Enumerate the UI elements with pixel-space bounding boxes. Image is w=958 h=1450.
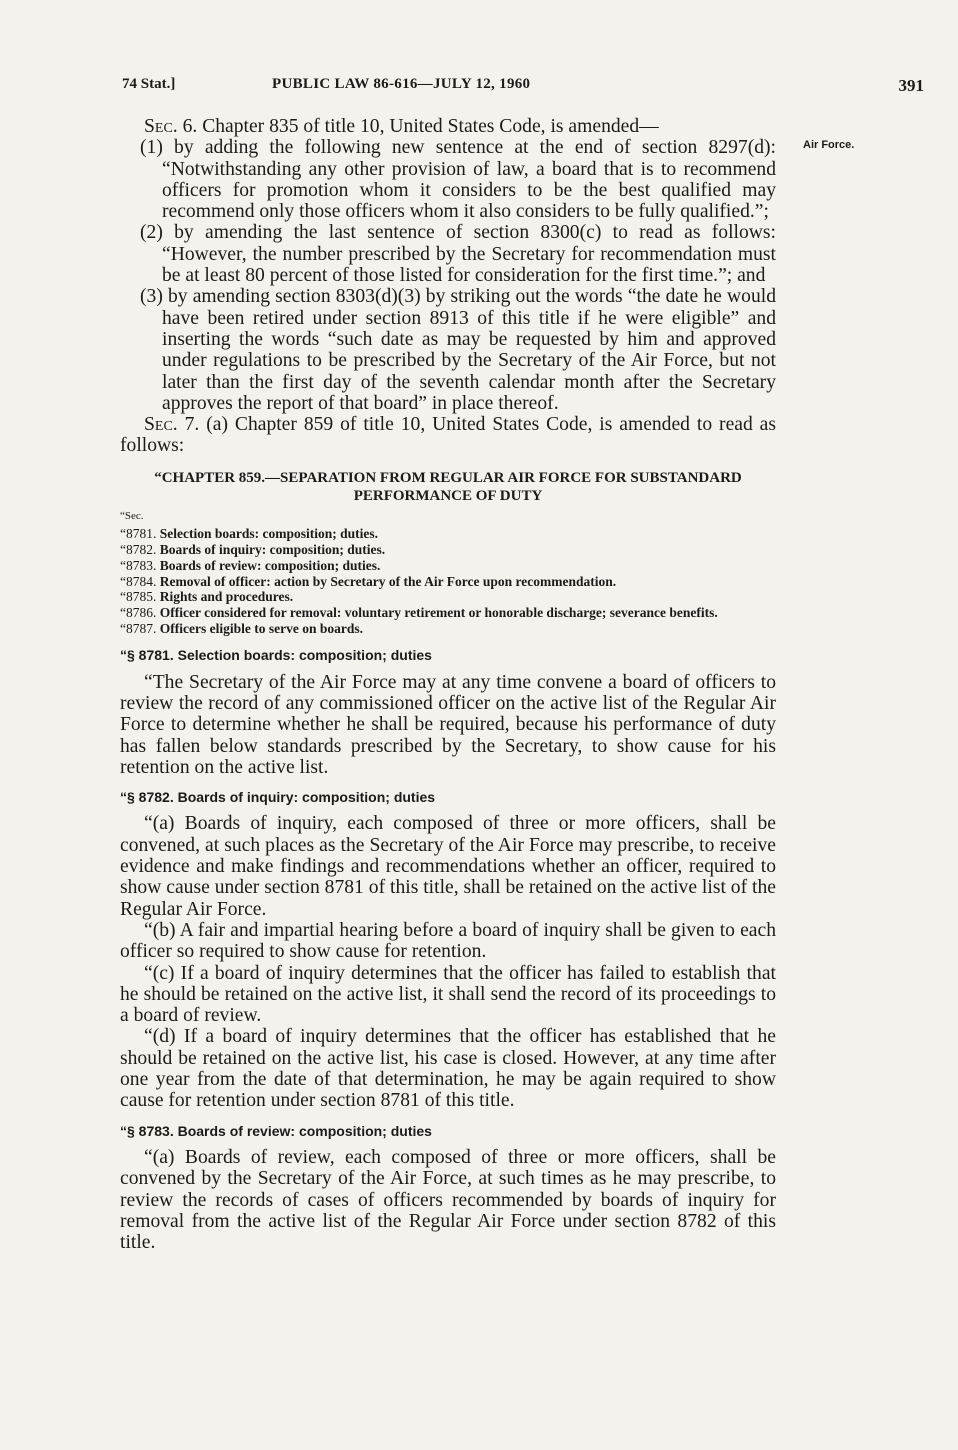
chapter-heading: “CHAPTER 859.—SEPARATION FROM REGULAR AIR FORCE FOR SUBSTANDARD PERFORMANCE OF DUTY [154, 469, 742, 504]
section-8782-para-b: “(b) A fair and impartial hearing before a board of inquiry shall be given to each officer so required to show cause for retention. [120, 919, 776, 963]
toc-entry-num: “8786. [120, 604, 157, 620]
section-8782-para-d: “(d) If a board of inquiry determines that the officer has established that he should be retained on the active list, his case is closed. However, at any time after one year from the date of that determination, he may be again required to show cause for retention under section 8781 of this title. [120, 1026, 776, 1112]
sec6-item-1: (1) by adding the following new sentence at the end of section 8297(d): “Notwithstanding any other provision of law, a board that is to recommend officers for promotion whom it considers to be the best qualified may recommend only those officers whom it also considers to be fully qualified.”; [140, 137, 776, 223]
header-title: PUBLIC LAW 86-616—JULY 12, 1960 [272, 76, 531, 92]
toc-entry-num: “8783. [120, 557, 157, 573]
sec7-intro-text: (a) Chapter 859 of title 10, United States Code, is amended to read as follows: [120, 414, 776, 457]
page-number: 391 [898, 76, 924, 95]
section-8782-para-c: “(c) If a board of inquiry determines that the officer has failed to establish that he should be retained on the active list, it shall send the record of its proceedings to a board of review. [120, 962, 776, 1027]
section-8783-heading: “§ 8783. Boards of review: composition; duties [120, 1122, 432, 1139]
toc-entry-text: Officers eligible to serve on boards. [159, 620, 363, 636]
section-8783-para-a: “(a) Boards of review, each composed of three or more officers, shall be convened by the Secretary of the Air Force, at such times as he may prescribe, to review the records of cases of officers recommended by boards of inquiry for removal from the active list of the Regular Air Force under section 8782 of this title. [120, 1146, 776, 1254]
toc-entry-num: “8785. [120, 589, 157, 605]
toc-entry-num: “8784. [120, 573, 157, 589]
toc-entry [120, 605, 776, 621]
header-stat-ref: 74 Stat.] [122, 76, 176, 92]
sec6-intro [120, 116, 776, 137]
sec6-label: Sec. 6. [144, 116, 198, 137]
sec6-item-2: (2) by amending the last sentence of section 8300(c) to read as follows: “However, the number prescribed by the Secretary for recommendation must be at least 80 percent of those listed for consideration for the first time.”; and [140, 222, 776, 287]
running-header [122, 76, 924, 98]
toc-entry-text: Removal of officer: action by Secretary of the Air Force upon recommendation. [159, 573, 617, 589]
section-table-of-contents [120, 509, 776, 637]
toc-entry [120, 621, 776, 637]
toc-entry-num: “8781. [120, 526, 157, 542]
toc-entry-num: “8782. [120, 542, 157, 558]
sec7-label: Sec. 7. [144, 414, 200, 436]
toc-entry [120, 558, 776, 574]
section-8781-para: “The Secretary of the Air Force may at any time convene a board of officers to review the record of any commissioned officer on the active list of the Regular Air Force to determine whether he shall be required, because his performance of duty has fallen below standards prescribed by the Secretary, to show cause for his retention on the active list. [120, 671, 776, 778]
section-8782-para-a: “(a) Boards of inquiry, each composed of three or more officers, shall be convened, at such places as the Secretary of the Air Force may prescribe, to receive evidence and make findings and recommendations whether an officer, required to show cause under section 8781 of this title, shall be retained on the active list of the Regular Air Force. [120, 813, 776, 920]
toc-entry [120, 589, 776, 605]
toc-entry [120, 526, 776, 542]
section-8781-heading: “§ 8781. Selection boards: composition; duties [120, 647, 432, 664]
toc-entry [120, 542, 776, 558]
toc-entry-text: Rights and procedures. [159, 589, 294, 605]
sec6-intro-text: Chapter 835 of title 10, United States Code, is amended— [202, 116, 659, 137]
toc-sec-label: “Sec. [120, 509, 144, 522]
toc-entry-num: “8787. [120, 620, 157, 636]
sec6-item-3: (3) by amending section 8303(d)(3) by striking out the words “the date he would have been retired under section 8913 of this title if he were eligible” and inserting the words “such date as may be requested by him and approved under regulations to be prescribed by the Secretary of the Air Force, but not later than the first day of the seventh calendar month after the Secretary approves the report of that board” in place thereof. [140, 286, 776, 414]
toc-entry [120, 574, 776, 590]
toc-entry-text: Boards of review: composition; duties. [159, 557, 381, 573]
sec7-intro [120, 414, 776, 457]
section-8782-heading: “§ 8782. Boards of inquiry: composition; duties [120, 789, 436, 806]
document-body [120, 116, 776, 1253]
toc-entry-text: Boards of inquiry: composition; duties. [159, 542, 386, 558]
toc-entry-text: Selection boards: composition; duties. [159, 526, 379, 542]
toc-entry-text: Officer considered for removal: voluntary retirement or honorable discharge; severance benefits. [159, 604, 718, 620]
margin-note: Air Force. [803, 139, 855, 151]
